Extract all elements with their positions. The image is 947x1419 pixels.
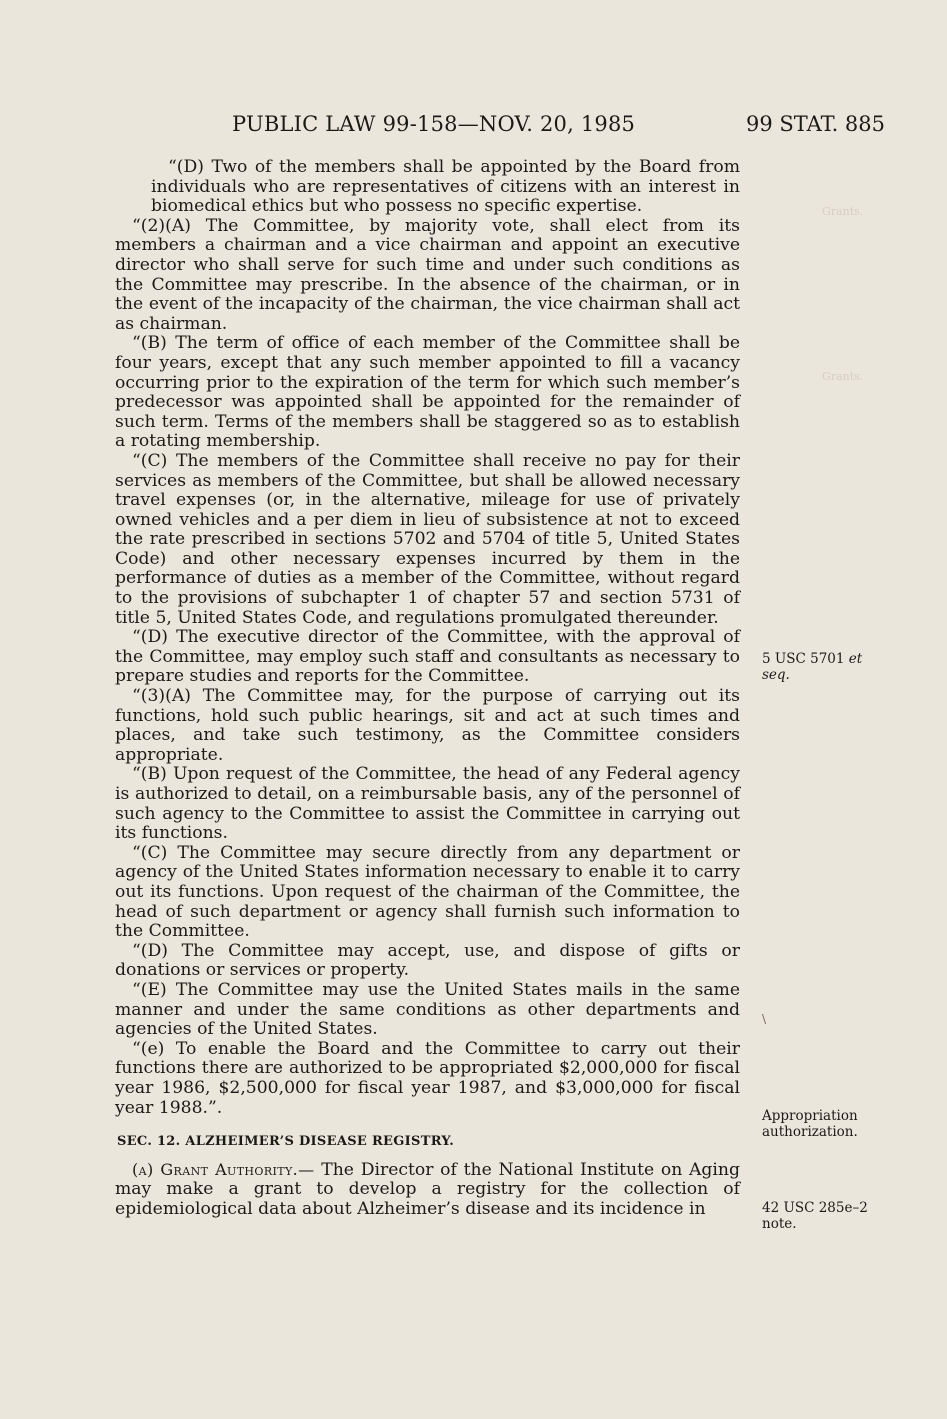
paragraph-b-detail: “(B) Upon request of the Committee, the head of any Federal agency is authorized to detail, on a reimbursable basis, any of the personnel of such agency to the Committee to assist the Committee in carrying out its functions.: [115, 764, 740, 844]
paragraph-grant-authority: [115, 1160, 740, 1220]
page-header: [0, 112, 947, 142]
citation-note: note.: [762, 1216, 797, 1232]
paragraph-b-term: “(B) The term of office of each member of the Committee shall be four years, except that any such member appointed to fill a vacancy occurring prior to the expiration of the term for which such member’s predecessor was appointed shall be appointed for the remainder of such term. Terms of the members shall be staggered so as to establish a rotating membership.: [115, 333, 740, 452]
paragraph-e-appropriation: “(e) To enable the Board and the Committee to carry out their functions there are authorized to be appropriated $2,000,000 for fiscal year 1986, $2,500,000 for fiscal year 1987, and $3,000,000 for fiscal year 1988.”.: [115, 1038, 740, 1118]
bleed-through-note: Grants.: [822, 370, 864, 383]
citation-text: 5 USC 5701: [762, 651, 845, 667]
citation-seq: seq.: [762, 667, 790, 683]
appropriation-line-2: authorization.: [762, 1124, 858, 1140]
margin-note-42-usc-285e-2: [762, 1200, 892, 1232]
margin-note-appropriation: [762, 1108, 892, 1140]
paragraph-d-gifts: “(D) The Committee may accept, use, and dispose of gifts or donations or services or property.: [115, 940, 740, 981]
grant-authority-subhead: (a) Grant Authority.—: [132, 1159, 315, 1179]
paragraph-2a-chairman: “(2)(A) The Committee, by majority vote, shall elect from its members a chairman and a vice chairman and appoint an executive director who shall serve for such time and under such conditions as the Committee may prescribe. In the absence of the chairman, or in the event of the incapacity of the chairman, the vice chairman shall act as chairman.: [115, 215, 740, 334]
statute-body: [115, 158, 740, 1219]
page-mark: \: [762, 1012, 767, 1026]
paragraph-e-mails: “(E) The Committee may use the United States mails in the same manner and under the same conditions as other departments and agencies of the United States.: [115, 979, 740, 1040]
citation-et: et: [848, 651, 863, 667]
paragraph-d-executive-director: “(D) The executive director of the Committee, with the approval of the Committee, may employ such staff and consultants as necessary to prepare studies and reports for the Committee.: [115, 627, 740, 687]
grant-authority-text: The Director of the National Institute on Aging may make a grant to develop a registry for the collection of epidemiological data about Alzheimer’s disease and its incidence in: [115, 1159, 740, 1219]
paragraph-3a-hearings: “(3)(A) The Committee may, for the purpose of carrying out its functions, hold such public hearings, sit and act at such times and places, and take such testimony, as the Committee considers appropriate.: [115, 686, 740, 765]
statute-page-number: 99 STAT. 885: [746, 112, 886, 136]
bleed-through-note: Grants.: [822, 205, 864, 218]
citation-285e-2: 42 USC 285e–2: [762, 1200, 868, 1216]
paragraph-d-members: “(D) Two of the members shall be appointed by the Board from individuals who are representatives of citizens with an interest in biomedical ethics but who possess no specific expertise.: [151, 157, 740, 217]
margin-note-5-usc-5701: [762, 651, 892, 683]
section-12-heading: SEC. 12. ALZHEIMER’S DISEASE REGISTRY.: [117, 1134, 455, 1150]
paragraph-c-pay: “(C) The members of the Committee shall receive no pay for their services as members of the Committee, but shall be allowed necessary travel expenses (or, in the alternative, mileage for use of privately owned vehicles and a per diem in lieu of subsistence at not to exceed the rate prescribed in sections 5702 and 5704 of title 5, United States Code) and other necessary expenses incurred by them in the performance of duties as a member of the Committee, without regard to the provisions of subchapter 1 of chapter 57 and section 5731 of title 5, United States Code, and regulations promulgated thereunder.: [115, 450, 740, 628]
public-law-title: PUBLIC LAW 99-158—NOV. 20, 1985: [232, 112, 636, 136]
appropriation-line-1: Appropriation: [762, 1108, 858, 1124]
paragraph-c-information: “(C) The Committee may secure directly from any department or agency of the United States information necessary to enable it to carry out its functions. Upon request of the chairman of the Committee, the head of such department or agency shall furnish such information to the Committee.: [115, 842, 740, 942]
